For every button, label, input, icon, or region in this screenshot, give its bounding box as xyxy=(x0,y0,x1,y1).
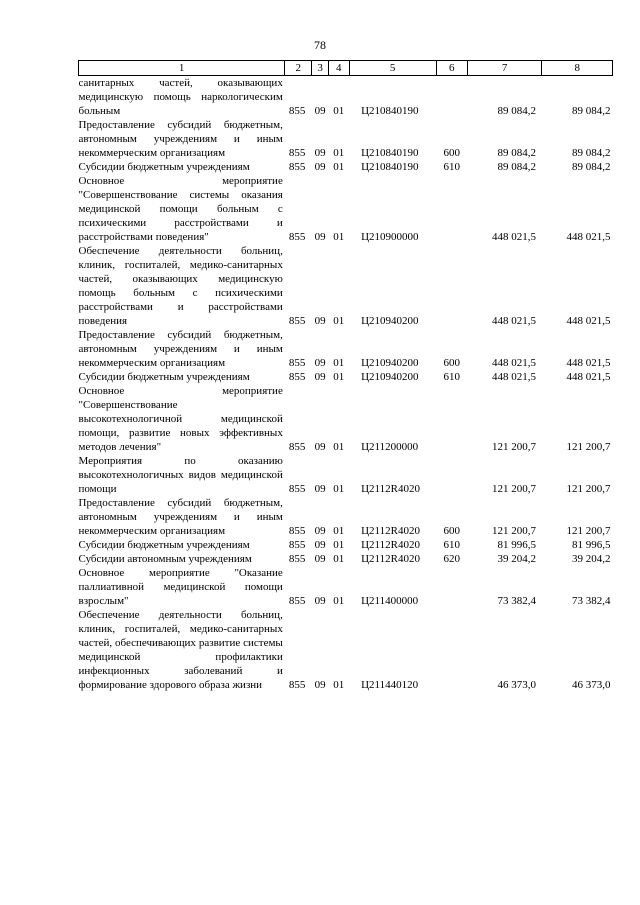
item-name: Обеспечение деятельности больниц, клиник, госпиталей, медико-санитарных частей, обеспечивающих развитие системы медицинской профилактики инфекционных заболеваний и формирование здорового образа жизни xyxy=(78,609,283,691)
table-row xyxy=(79,328,613,370)
table-row xyxy=(79,454,613,496)
table-row xyxy=(79,160,613,174)
item-name: Субсидии бюджетным учреждениям xyxy=(78,161,250,173)
subsection-code: 01 xyxy=(333,679,345,691)
amount-col7: 89 084,2 xyxy=(497,161,536,173)
subsection-code: 01 xyxy=(333,315,345,327)
expense-type-code xyxy=(436,608,467,692)
expense-type-code: 610 xyxy=(443,161,460,173)
section-code: 09 xyxy=(314,553,326,565)
subsection-code: 01 xyxy=(333,161,345,173)
item-name: Субсидии бюджетным учреждениям xyxy=(78,371,250,383)
target-article-code: Ц210900000 xyxy=(361,231,419,243)
table-row xyxy=(79,496,613,538)
target-article-code: Ц2112R4020 xyxy=(361,539,420,551)
section-code: 09 xyxy=(314,679,326,691)
subsection-code: 01 xyxy=(333,357,345,369)
grbs-code: 855 xyxy=(288,553,306,565)
item-name: Субсидии бюджетным учреждениям xyxy=(78,539,250,551)
subsection-code: 01 xyxy=(333,231,345,243)
amount-col8: 46 373,0 xyxy=(572,679,611,691)
grbs-code: 855 xyxy=(288,679,306,691)
table-row xyxy=(79,538,613,552)
table-row xyxy=(79,384,613,454)
amount-col8: 121 200,7 xyxy=(566,525,611,537)
table-row xyxy=(79,608,613,692)
amount-col7: 89 084,2 xyxy=(497,105,536,117)
header-cell: 1 xyxy=(79,61,285,76)
grbs-code: 855 xyxy=(288,231,306,243)
target-article-code: Ц2112R4020 xyxy=(361,525,420,537)
table-row xyxy=(79,118,613,160)
amount-col7: 81 996,5 xyxy=(497,539,536,551)
table-row xyxy=(79,566,613,608)
grbs-code: 855 xyxy=(288,539,306,551)
subsection-code: 01 xyxy=(333,525,345,537)
header-cell: 3 xyxy=(312,61,329,76)
section-code: 09 xyxy=(314,231,326,243)
subsection-code: 01 xyxy=(333,441,345,453)
amount-col7: 121 200,7 xyxy=(491,441,536,453)
table-row xyxy=(79,552,613,566)
item-name: Предоставление субсидий бюджетным, автономным учреждениям и иным некоммерческим организациям xyxy=(78,329,283,369)
table-row xyxy=(79,174,613,244)
amount-col8: 39 204,2 xyxy=(572,553,611,565)
page-number: 78 xyxy=(314,38,326,52)
section-code: 09 xyxy=(314,105,326,117)
subsection-code: 01 xyxy=(333,147,345,159)
item-name: Предоставление субсидий бюджетным, автономным учреждениям и иным некоммерческим организациям xyxy=(78,119,283,159)
amount-col7: 89 084,2 xyxy=(497,147,536,159)
section-code: 09 xyxy=(314,595,326,607)
grbs-code: 855 xyxy=(288,105,306,117)
amount-col7: 448 021,5 xyxy=(491,315,536,327)
amount-col8: 89 084,2 xyxy=(572,105,611,117)
item-name: санитарных частей, оказывающих медицинскую помощь наркологическим больным xyxy=(78,77,283,117)
expense-type-code xyxy=(436,384,467,454)
amount-col8: 89 084,2 xyxy=(572,147,611,159)
grbs-code: 855 xyxy=(288,357,306,369)
subsection-code: 01 xyxy=(333,371,345,383)
target-article-code: Ц211200000 xyxy=(361,441,419,453)
item-name: Мероприятия по оказанию высокотехнологичных видов медицинской помощи xyxy=(78,455,283,495)
header-cell: 7 xyxy=(467,61,542,76)
amount-col7: 121 200,7 xyxy=(491,525,536,537)
expense-type-code: 610 xyxy=(443,539,460,551)
grbs-code: 855 xyxy=(288,595,306,607)
target-article-code: Ц210840190 xyxy=(361,147,419,159)
item-name: Предоставление субсидий бюджетным, автономным учреждениям и иным некоммерческим организациям xyxy=(78,497,283,537)
section-code: 09 xyxy=(314,161,326,173)
expense-type-code: 600 xyxy=(443,147,460,159)
target-article-code: Ц2112R4020 xyxy=(361,553,420,565)
expense-type-code xyxy=(436,174,467,244)
amount-col7: 448 021,5 xyxy=(491,371,536,383)
amount-col7: 73 382,4 xyxy=(497,595,536,607)
expense-type-code xyxy=(436,76,467,119)
header-row xyxy=(79,61,613,76)
amount-col8: 448 021,5 xyxy=(566,231,611,243)
target-article-code: Ц210940200 xyxy=(361,315,419,327)
amount-col8: 89 084,2 xyxy=(572,161,611,173)
subsection-code: 01 xyxy=(333,539,345,551)
expense-type-code: 610 xyxy=(443,371,460,383)
section-code: 09 xyxy=(314,357,326,369)
target-article-code: Ц211440120 xyxy=(361,679,419,691)
header-cell: 2 xyxy=(285,61,312,76)
section-code: 09 xyxy=(314,315,326,327)
grbs-code: 855 xyxy=(288,315,306,327)
amount-col8: 121 200,7 xyxy=(566,441,611,453)
amount-col7: 46 373,0 xyxy=(497,679,536,691)
target-article-code: Ц210940200 xyxy=(361,371,419,383)
amount-col7: 448 021,5 xyxy=(491,231,536,243)
table-row xyxy=(79,76,613,119)
table-row xyxy=(79,244,613,328)
section-code: 09 xyxy=(314,441,326,453)
section-code: 09 xyxy=(314,539,326,551)
target-article-code: Ц210940200 xyxy=(361,357,419,369)
section-code: 09 xyxy=(314,371,326,383)
amount-col7: 121 200,7 xyxy=(491,483,536,495)
section-code: 09 xyxy=(314,483,326,495)
header-cell: 6 xyxy=(436,61,467,76)
amount-col8: 448 021,5 xyxy=(566,315,611,327)
budget-table xyxy=(78,60,613,692)
item-name: Обеспечение деятельности больниц, клиник, госпиталей, медико-санитарных частей, оказывающих медицинскую помощь больным с психическими расстройствами и расстройствами поведения xyxy=(78,245,283,327)
expense-type-code: 600 xyxy=(443,525,460,537)
grbs-code: 855 xyxy=(288,525,306,537)
amount-col8: 448 021,5 xyxy=(566,371,611,383)
item-name: Субсидии автономным учреждениям xyxy=(78,553,252,565)
expense-type-code xyxy=(436,454,467,496)
header-cell: 8 xyxy=(542,61,613,76)
target-article-code: Ц210840190 xyxy=(361,161,419,173)
subsection-code: 01 xyxy=(333,105,345,117)
section-code: 09 xyxy=(314,525,326,537)
expense-type-code xyxy=(436,244,467,328)
subsection-code: 01 xyxy=(333,595,345,607)
expense-type-code: 620 xyxy=(443,553,460,565)
item-name: Основное мероприятие "Совершенствование системы оказания медицинской помощи больным с психическими расстройствами и расстройствами поведения" xyxy=(78,175,283,243)
grbs-code: 855 xyxy=(288,161,306,173)
grbs-code: 855 xyxy=(288,483,306,495)
section-code: 09 xyxy=(314,147,326,159)
grbs-code: 855 xyxy=(288,441,306,453)
grbs-code: 855 xyxy=(288,147,306,159)
item-name: Основное мероприятие "Совершенствование высокотехнологичной медицинской помощи, развитие новых эффективных методов лечения" xyxy=(78,385,283,453)
expense-type-code: 600 xyxy=(443,357,460,369)
target-article-code: Ц2112R4020 xyxy=(361,483,420,495)
expense-type-code xyxy=(436,566,467,608)
item-name: Основное мероприятие "Оказание паллиативной медицинской помощи взрослым" xyxy=(78,567,283,607)
amount-col7: 448 021,5 xyxy=(491,357,536,369)
subsection-code: 01 xyxy=(333,553,345,565)
grbs-code: 855 xyxy=(288,371,306,383)
amount-col8: 448 021,5 xyxy=(566,357,611,369)
table-row xyxy=(79,370,613,384)
amount-col8: 73 382,4 xyxy=(572,595,611,607)
header-cell: 5 xyxy=(349,61,436,76)
subsection-code: 01 xyxy=(333,483,345,495)
header-cell: 4 xyxy=(328,61,349,76)
amount-col8: 121 200,7 xyxy=(566,483,611,495)
target-article-code: Ц210840190 xyxy=(361,105,419,117)
target-article-code: Ц211400000 xyxy=(361,595,419,607)
amount-col7: 39 204,2 xyxy=(497,553,536,565)
amount-col8: 81 996,5 xyxy=(572,539,611,551)
